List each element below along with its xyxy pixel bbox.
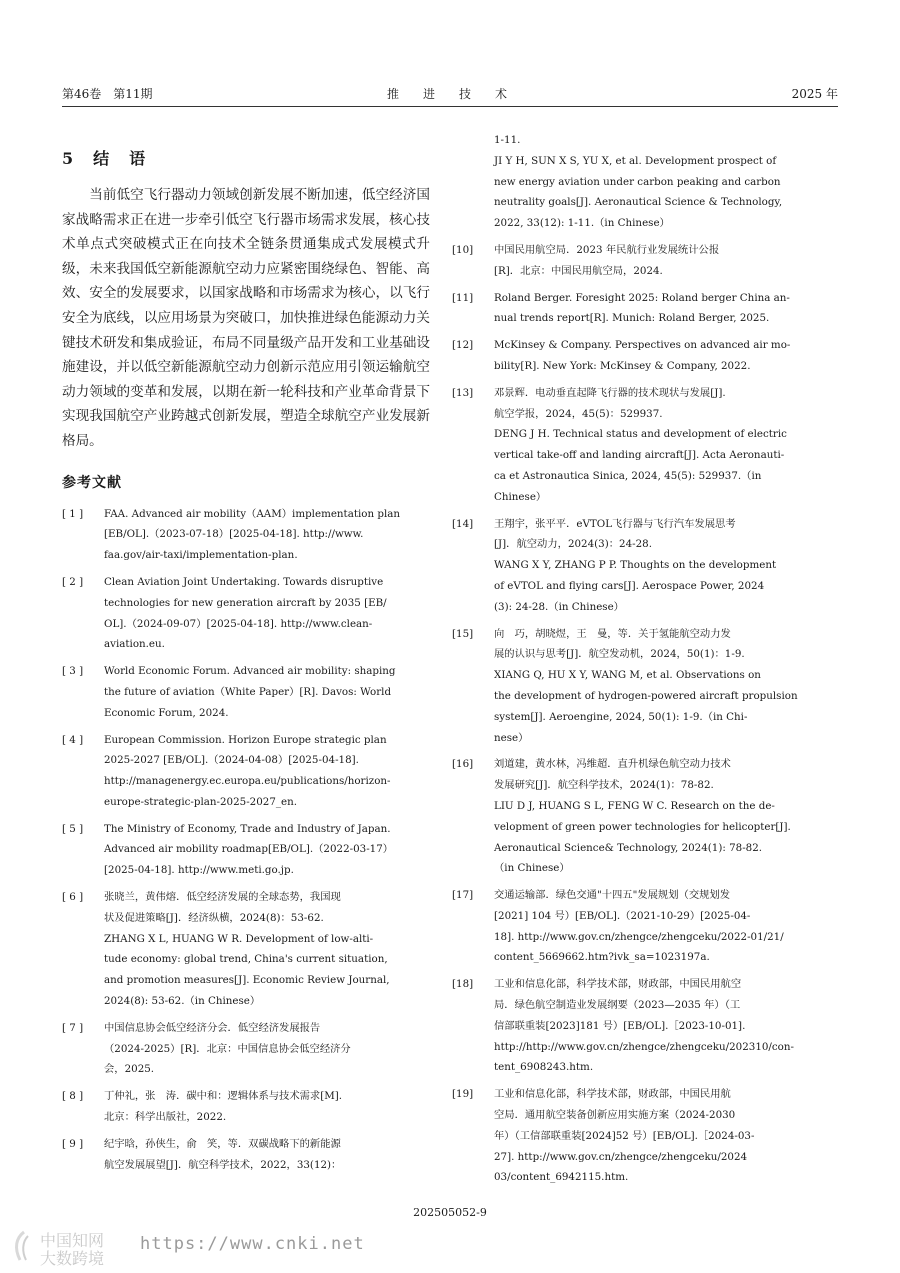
reference-line: http://managenergy.ec.europa.eu/publications/horizon- xyxy=(104,775,391,788)
reference-line: system[J]. Aeroengine, 2024, 50(1): 1-9.（in Chi- xyxy=(494,710,748,723)
reference-line: 2024(8): 53-62.（in Chinese） xyxy=(104,995,261,1008)
reference-line: 北京：科学出版社，2022. xyxy=(104,1111,227,1124)
watermark-cn-bottom: 大数跨境 xyxy=(40,1249,105,1268)
reference-line: 2025-2027 [EB/OL].（2024-04-08）[2025-04-18]. xyxy=(104,754,359,767)
reference-item xyxy=(62,1134,430,1176)
reference-line: the development of hydrogen-powered aircraft propulsion xyxy=(494,689,798,702)
reference-number: [10] xyxy=(452,243,474,256)
reference-item xyxy=(62,572,430,655)
right-column xyxy=(452,130,816,1194)
reference-line: FAA. Advanced air mobility（AAM）implementation plan xyxy=(104,507,401,520)
reference-number: [15] xyxy=(452,627,474,640)
reference-line: [EB/OL].（2023-07-18）[2025-04-18]. http://www. xyxy=(104,528,364,541)
reference-line: bility[R]. New York: McKinsey & Company, 2022. xyxy=(494,359,751,372)
header-volume: 第46卷 第11期 xyxy=(62,87,153,101)
reference-item xyxy=(62,1018,430,1080)
reference-line: 张晓兰，黄伟熔．低空经济发展的全球态势，我国现 xyxy=(104,891,341,904)
reference-line: Economic Forum, 2024. xyxy=(104,706,229,719)
reference-line: OL].（2024-09-07）[2025-04-18]. http://www.clean- xyxy=(104,617,373,630)
reference-line: velopment of green power technologies for helicopter[J]. xyxy=(494,820,791,833)
references-title: 参考文献 xyxy=(62,474,122,491)
reference-number: [ 1 ] xyxy=(62,507,84,520)
cnki-logo-icon xyxy=(10,1230,38,1264)
reference-line: 03/content_6942115.htm. xyxy=(494,1171,629,1184)
reference-number: [11] xyxy=(452,291,474,304)
reference-line: faa.gov/air-taxi/implementation-plan. xyxy=(104,549,298,562)
reference-9-continued xyxy=(452,130,816,234)
reference-line: European Commission. Horizon Europe strategic plan xyxy=(104,733,387,746)
reference-line: europe-strategic-plan-2025-2027_en. xyxy=(104,795,298,808)
reference-number: [ 2 ] xyxy=(62,575,84,588)
running-header xyxy=(62,84,838,107)
reference-item xyxy=(62,504,430,566)
reference-line: Advanced air mobility roadmap[EB/OL].（2022-03-17） xyxy=(104,843,394,856)
reference-line: the future of aviation（White Paper）[R]. Davos: World xyxy=(104,685,392,698)
reference-line: [J]．航空动力，2024(3)：24-28. xyxy=(494,538,652,551)
reference-line: of eVTOL and flying cars[J]. Aerospace Power, 2024 xyxy=(494,579,765,592)
reference-line: Aeronautical Science& Technology, 2024(1): 78-82. xyxy=(494,841,763,854)
reference-number: [17] xyxy=(452,889,474,902)
reference-line: http://http://www.gov.cn/zhengce/zhengceku/202310/con- xyxy=(494,1040,794,1053)
reference-line: 局．绿色航空制造业发展纲要（2023—2035 年）（工 xyxy=(494,999,741,1012)
reference-line: content_5669662.htm?ivk_sa=1023197a. xyxy=(494,951,710,964)
reference-line: nese） xyxy=(494,731,529,744)
reference-line: technologies for new generation aircraft by 2035 [EB/ xyxy=(104,596,387,609)
reference-number: [ 3 ] xyxy=(62,665,84,678)
reference-item xyxy=(62,661,430,723)
reference-number: [19] xyxy=(452,1088,474,1101)
header-year: 2025 年 xyxy=(791,87,838,101)
reference-line: 邓景辉．电动垂直起降飞行器的技术现状与发展[J]. xyxy=(494,386,726,399)
reference-number: [ 4 ] xyxy=(62,733,84,746)
reference-number: [18] xyxy=(452,978,474,991)
reference-line: new energy aviation under carbon peaking and carbon xyxy=(494,175,781,188)
reference-line: 信部联重装[2023]181 号）[EB/OL].［2023-10-01]. xyxy=(494,1019,746,1032)
reference-number: [13] xyxy=(452,386,474,399)
reference-line: tent_6908243.htm. xyxy=(494,1061,594,1074)
references-list-right xyxy=(452,240,816,1188)
reference-number: [ 8 ] xyxy=(62,1090,84,1103)
reference-line: DENG J H. Technical status and development of electric xyxy=(494,428,787,441)
reference-line: 中国信息协会低空经济分会．低空经济发展报告 xyxy=(104,1021,321,1034)
reference-line: 工业和信息化部，科学技术部，财政部，中国民用航 xyxy=(494,1088,731,1101)
reference-line: XIANG Q, HU X Y, WANG M, et al. Observations on xyxy=(494,669,761,682)
reference-line: 年）（工信部联重装[2024]52 号）[EB/OL].［2024-03- xyxy=(494,1129,755,1142)
reference-number: [ 6 ] xyxy=(62,891,84,904)
reference-line: WANG X Y, ZHANG P P. Thoughts on the development xyxy=(494,559,777,572)
reference-line: 18]. http://www.gov.cn/zhengce/zhengceku/2022-01/21/ xyxy=(494,930,784,943)
reference-line: [2021] 104 号）[EB/OL].（2021-10-29）[2025-04- xyxy=(494,909,751,922)
reference-item xyxy=(452,885,816,968)
reference-line: (3): 24-28.（in Chinese） xyxy=(494,600,624,613)
reference-line: （2024-2025）[R]．北京：中国信息协会低空经济分 xyxy=(104,1042,351,1055)
watermark-cn-top: 中国知网 xyxy=(40,1231,105,1250)
reference-item xyxy=(452,1084,816,1188)
reference-line: ZHANG X L, HUANG W R. Development of low-alti- xyxy=(104,932,374,945)
reference-line: 交通运输部．绿色交通"十四五"发展规划（交规划发 xyxy=(494,889,731,902)
reference-item xyxy=(452,514,816,618)
reference-item xyxy=(452,754,816,879)
reference-line: 展的认识与思考[J]．航空发动机，2024，50(1)：1-9. xyxy=(494,648,745,661)
reference-item xyxy=(452,335,816,377)
left-column xyxy=(62,140,430,1181)
page-id: 202505052-9 xyxy=(413,1206,487,1219)
references-list-left xyxy=(62,504,430,1176)
reference-line: 空局．通用航空装备创新应用实施方案（2024-2030 xyxy=(494,1109,736,1122)
reference-number: [14] xyxy=(452,517,474,530)
reference-line: neutrality goals[J]. Aeronautical Science & Technology, xyxy=(494,196,783,209)
watermark-url: https://www.cnki.net xyxy=(140,1234,365,1254)
reference-line: tude economy: global trend, China's current situation, xyxy=(104,953,388,966)
reference-line: [R]．北京：中国民用航空局，2024. xyxy=(494,264,663,277)
reference-number: [ 7 ] xyxy=(62,1021,84,1034)
reference-item xyxy=(62,1086,430,1128)
section-title: 5 结 语 xyxy=(62,149,148,168)
reference-line: LIU D J, HUANG S L, FENG W C. Research on the de- xyxy=(494,799,775,812)
reference-line: 27]. http://www.gov.cn/zhengce/zhengceku/2024 xyxy=(494,1150,748,1163)
reference-line: The Ministry of Economy, Trade and Industry of Japan. xyxy=(104,822,391,835)
reference-line: [2025-04-18]. http://www.meti.go.jp. xyxy=(104,864,294,877)
reference-line: McKinsey & Company. Perspectives on advanced air mo- xyxy=(494,339,791,352)
reference-line: JI Y H, SUN X S, YU X, et al. Development prospect of xyxy=(494,154,777,167)
reference-line: 向 巧，胡晓煜，王 曼，等．关于氢能航空动力发 xyxy=(494,627,731,640)
reference-line: World Economic Forum. Advanced air mobility: shaping xyxy=(104,665,396,678)
reference-line: aviation.eu. xyxy=(104,638,165,651)
header-journal: 推 进 技 术 xyxy=(386,87,513,101)
reference-item xyxy=(62,887,430,1012)
reference-line: vertical take-off and landing aircraft[J]. Acta Aeronauti- xyxy=(494,449,785,462)
reference-item xyxy=(62,730,430,813)
reference-line: 会，2025. xyxy=(104,1063,155,1076)
page-footer xyxy=(0,1206,900,1219)
reference-item xyxy=(452,974,816,1078)
reference-line: （in Chinese） xyxy=(494,862,570,875)
reference-line: 2022, 33(12): 1-11.（in Chinese） xyxy=(494,217,670,230)
reference-line: 中国民用航空局．2023 年民航行业发展统计公报 xyxy=(494,243,720,256)
reference-line: 丁仲礼，张 涛．碳中和：逻辑体系与技术需求[M]. xyxy=(104,1090,343,1103)
reference-item xyxy=(452,383,816,508)
cnki-watermark xyxy=(10,1226,365,1270)
reference-item xyxy=(62,819,430,881)
reference-number: [12] xyxy=(452,339,474,352)
reference-line: Clean Aviation Joint Undertaking. Towards disruptive xyxy=(104,575,384,588)
reference-item xyxy=(452,240,816,282)
reference-line: 王翔宇，张平平．eVTOL飞行器与飞行汽车发展思考 xyxy=(494,517,736,530)
reference-line: and promotion measures[J]. Economic Review Journal, xyxy=(104,974,390,987)
reference-number: [ 9 ] xyxy=(62,1137,84,1150)
reference-line: ca et Astronautica Sinica, 2024, 45(5): 529937.（in xyxy=(494,469,762,482)
reference-line: 状及促进策略[J]．经济纵横，2024(8)：53-62. xyxy=(104,911,324,924)
reference-number: [ 5 ] xyxy=(62,822,84,835)
reference-line: Chinese） xyxy=(494,490,547,503)
reference-line: nual trends report[R]. Munich: Roland Berger, 2025. xyxy=(494,312,770,325)
reference-line: Roland Berger. Foresight 2025: Roland berger China an- xyxy=(494,291,790,304)
reference-line: 航空学报，2024，45(5)：529937. xyxy=(494,407,663,420)
reference-line: 1-11. xyxy=(494,134,521,146)
reference-item xyxy=(452,624,816,749)
reference-number: [16] xyxy=(452,758,474,771)
reference-line: 发展研究[J]．航空科学技术，2024(1)：78-82. xyxy=(494,779,714,792)
reference-line: 工业和信息化部，科学技术部，财政部，中国民用航空 xyxy=(494,978,742,991)
reference-line: 刘道建，黄水林，冯维超．直升机绿色航空动力技术 xyxy=(494,758,731,771)
reference-item xyxy=(452,288,816,330)
conclusion-paragraph: 当前低空飞行器动力领域创新发展不断加速，低空经济国家战略需求正在进一步牵引低空飞行器市场需求发展，核心技术单点式突破模式正在向技术全链条贯通集成式发展模式升级，未来我国低空新能源航空动力应紧密围绕绿色、智能、高效、安全的发展要求，以国家战略和市场需求为核心，以飞行安全为底线，以应用场景为突破口，加快推进绿色能源动力关键技术研发和集成验证，布局不同量级产品开发和工业基础设施建设，并以低空新能源航空动力创新示范应用引领运输航空动力领域的变革和发展，以期在新一轮科技和产业革命背景下实现我国航空产业跨越式创新发展，塑造全球航空产业发展新格局。 xyxy=(62,187,430,449)
reference-line: 航空发展展望[J]．航空科学技术，2022，33(12)： xyxy=(104,1158,342,1171)
reference-line: 纪宇晗，孙侠生，俞 笑，等．双碳战略下的新能源 xyxy=(104,1137,341,1150)
